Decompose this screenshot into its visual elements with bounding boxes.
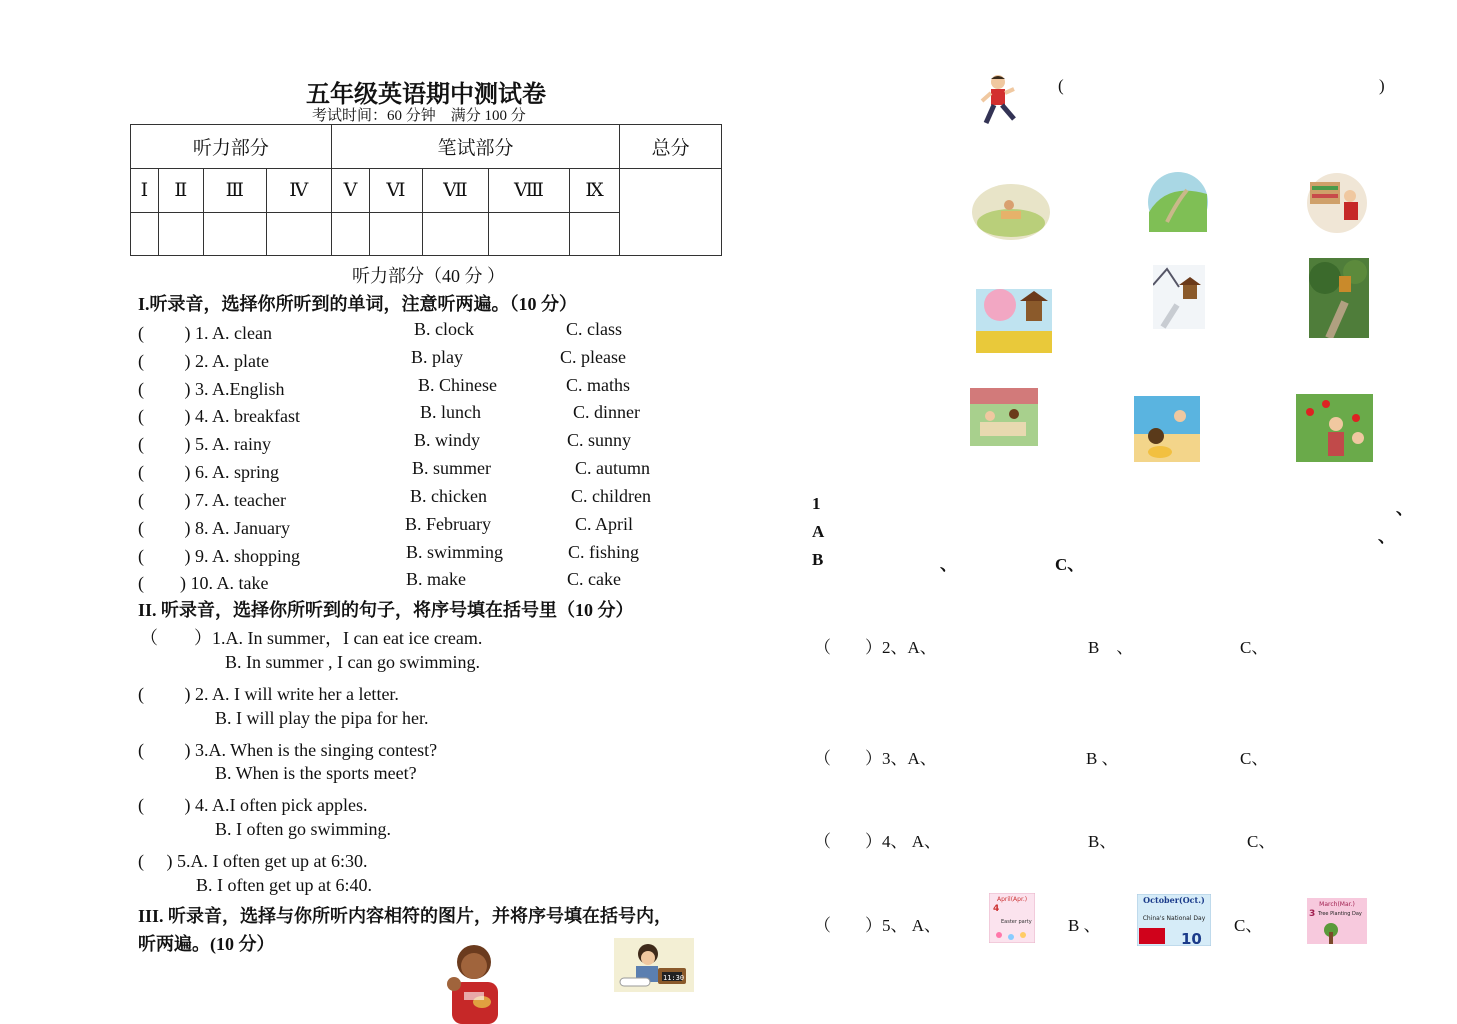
- option-c: C. sunny: [567, 430, 632, 450]
- running-boy-illustration: [976, 73, 1022, 129]
- listening-heading: 听力部分（40 分 ）: [352, 266, 505, 286]
- q3-option-b: B 、: [1086, 749, 1119, 768]
- writing-col-header: 笔试部分: [331, 125, 619, 169]
- answer-paren-open: (: [1058, 76, 1064, 95]
- numeral-cell: Ⅸ: [569, 169, 619, 213]
- hill-path-illustration: [1147, 172, 1209, 232]
- cal-april-text: Easter party: [1001, 919, 1032, 925]
- option-b: B. lunch: [420, 402, 481, 422]
- option-b: B. summer: [412, 458, 491, 478]
- beach-illustration: [1134, 396, 1200, 462]
- sentence-line: B. In summer , I can go swimming.: [225, 652, 480, 672]
- option-b: B. swimming: [406, 542, 504, 562]
- cal-march-month: March(Mar.): [1319, 901, 1355, 908]
- option-c: C. please: [560, 347, 626, 367]
- cal-april-month: April(Apr.): [997, 896, 1028, 903]
- question-row: ( ) 10. A. take: [138, 573, 269, 593]
- score-cell[interactable]: [266, 213, 331, 256]
- clock-text: 11:30: [663, 974, 685, 982]
- picnic-park-illustration: [971, 183, 1051, 241]
- question-row: ( ) 1. A. clean: [138, 323, 272, 343]
- sentence-line: （ ）1.A. In summer，I can eat ice cream.: [140, 628, 483, 648]
- option-c: C. autumn: [575, 458, 650, 478]
- option-b: B. play: [411, 347, 463, 367]
- calendar-march-card: [1307, 898, 1367, 944]
- section3-heading: III. 听录音，选择与你所听内容相符的图片，并将序号填在括号内，: [138, 906, 673, 926]
- option-b: B. clock: [414, 319, 474, 339]
- question-row: ( ) 5. A. rainy: [138, 434, 271, 454]
- numeral-cell: Ⅰ: [131, 169, 159, 213]
- winter-snow-illustration: [1153, 265, 1205, 329]
- autumn-park-illustration: [1309, 258, 1369, 338]
- numeral-cell: Ⅵ: [370, 169, 422, 213]
- numeral-cell: Ⅲ: [203, 169, 266, 213]
- numeral-cell: Ⅴ: [331, 169, 369, 213]
- sentence-line: ( ) 2. A. I will write her a letter.: [138, 684, 399, 704]
- option-c: C. children: [571, 486, 651, 506]
- option-c: C. April: [575, 514, 634, 534]
- q1-option-b: B: [812, 550, 824, 569]
- shopping-illustration: [1306, 172, 1368, 234]
- option-b: B. chicken: [410, 486, 487, 506]
- sentence-line: ( ) 5.A. I often get up at 6:30.: [138, 851, 368, 871]
- apple-picking-illustration: [1296, 394, 1373, 462]
- option-b: B. Chinese: [418, 375, 497, 395]
- cal-oct-day: 10: [1181, 930, 1202, 946]
- option-c: C. maths: [566, 375, 631, 395]
- numeral-cell: Ⅷ: [489, 169, 570, 213]
- q1-option-c: C、: [1055, 555, 1085, 574]
- q4-option-c: C、: [1247, 832, 1276, 851]
- option-b: B. February: [405, 514, 491, 534]
- total-col-header: 总分: [620, 125, 722, 169]
- option-c: C. dinner: [573, 402, 640, 422]
- cal-march-text: Tree Planting Day: [1318, 911, 1362, 917]
- question-row: ( ) 3. A.English: [138, 379, 285, 399]
- section1-heading: I.听录音，选择你所听到的单词，注意听两遍。（10 分）: [138, 294, 578, 314]
- score-cell[interactable]: [370, 213, 422, 256]
- family-picnic-illustration: [970, 388, 1038, 446]
- section2-heading: II. 听录音，选择你所听到的句子，将序号填在括号里（10 分）: [138, 600, 634, 620]
- sentence-line: B. I often get up at 6:40.: [196, 875, 372, 895]
- score-cell[interactable]: [131, 213, 159, 256]
- q5-option-b: B 、: [1068, 916, 1101, 935]
- lunch-clock-illustration: [614, 938, 694, 992]
- numeral-cell: Ⅳ: [266, 169, 331, 213]
- question-row: ( ) 8. A. January: [138, 518, 290, 538]
- sentence-line: ( ) 4. A.I often pick apples.: [138, 795, 368, 815]
- option-b: B. windy: [414, 430, 481, 450]
- q1-option-a: A: [812, 522, 825, 541]
- q1-comma: 、: [1396, 499, 1413, 518]
- q1-comma: 、: [1378, 527, 1395, 546]
- cal-oct-month: October(Oct.): [1143, 895, 1205, 905]
- q1-number: 1: [812, 494, 821, 513]
- q1-comma: 、: [940, 555, 957, 574]
- answer-paren-close: ): [1379, 76, 1385, 95]
- q4-option-b: B、: [1088, 832, 1117, 851]
- q2-option-c: C、: [1240, 638, 1269, 657]
- numeral-cell: Ⅶ: [422, 169, 489, 213]
- cal-march-day: 3: [1309, 909, 1316, 919]
- q4-row: （ ）4、 A、: [814, 832, 942, 851]
- question-row: ( ) 7. A. teacher: [138, 490, 286, 510]
- score-cell[interactable]: [203, 213, 266, 256]
- score-cell[interactable]: [158, 213, 203, 256]
- spring-blossom-illustration: [976, 289, 1052, 353]
- score-table: [130, 124, 722, 256]
- calendar-april-card: [989, 893, 1035, 943]
- calendar-october-card: [1137, 894, 1211, 946]
- q3-row: （ ）3、A、: [814, 749, 937, 768]
- score-cell[interactable]: [489, 213, 570, 256]
- section3-heading-cont: 听两遍。(10 分）: [138, 934, 275, 954]
- question-row: ( ) 9. A. shopping: [138, 546, 300, 566]
- question-row: ( ) 2. A. plate: [138, 351, 269, 371]
- boy-eating-illustration: [432, 940, 517, 1024]
- sentence-line: B. When is the sports meet?: [215, 763, 417, 783]
- cal-oct-text: China's National Day: [1142, 915, 1206, 922]
- sentence-line: B. I will play the pipa for her.: [215, 708, 429, 728]
- total-score-cell[interactable]: [620, 169, 722, 256]
- option-b: B. make: [406, 569, 466, 589]
- question-row: ( ) 6. A. spring: [138, 462, 279, 482]
- cal-april-day: 4: [993, 904, 1000, 914]
- option-c: C. fishing: [568, 542, 640, 562]
- sentence-line: B. I often go swimming.: [215, 819, 391, 839]
- exam-subtitle: 考试时间：60 分钟 满分 100 分: [312, 108, 526, 124]
- page-title: 五年级英语期中测试卷: [306, 80, 546, 108]
- q2-row: （ ）2、A、: [814, 638, 937, 657]
- sentence-line: ( ) 3.A. When is the singing contest?: [138, 740, 438, 760]
- option-c: C. cake: [567, 569, 621, 589]
- listening-col-header: 听力部分: [131, 125, 332, 169]
- q5-row: （ ）5、 A、: [814, 916, 942, 935]
- question-row: ( ) 4. A. breakfast: [138, 406, 300, 426]
- q5-option-c: C、: [1234, 916, 1263, 935]
- q3-option-c: C、: [1240, 749, 1269, 768]
- q2-option-b: B 、: [1088, 638, 1134, 657]
- score-cell[interactable]: [331, 213, 369, 256]
- option-c: C. class: [566, 319, 622, 339]
- score-cell[interactable]: [569, 213, 619, 256]
- numeral-cell: Ⅱ: [158, 169, 203, 213]
- score-cell[interactable]: [422, 213, 489, 256]
